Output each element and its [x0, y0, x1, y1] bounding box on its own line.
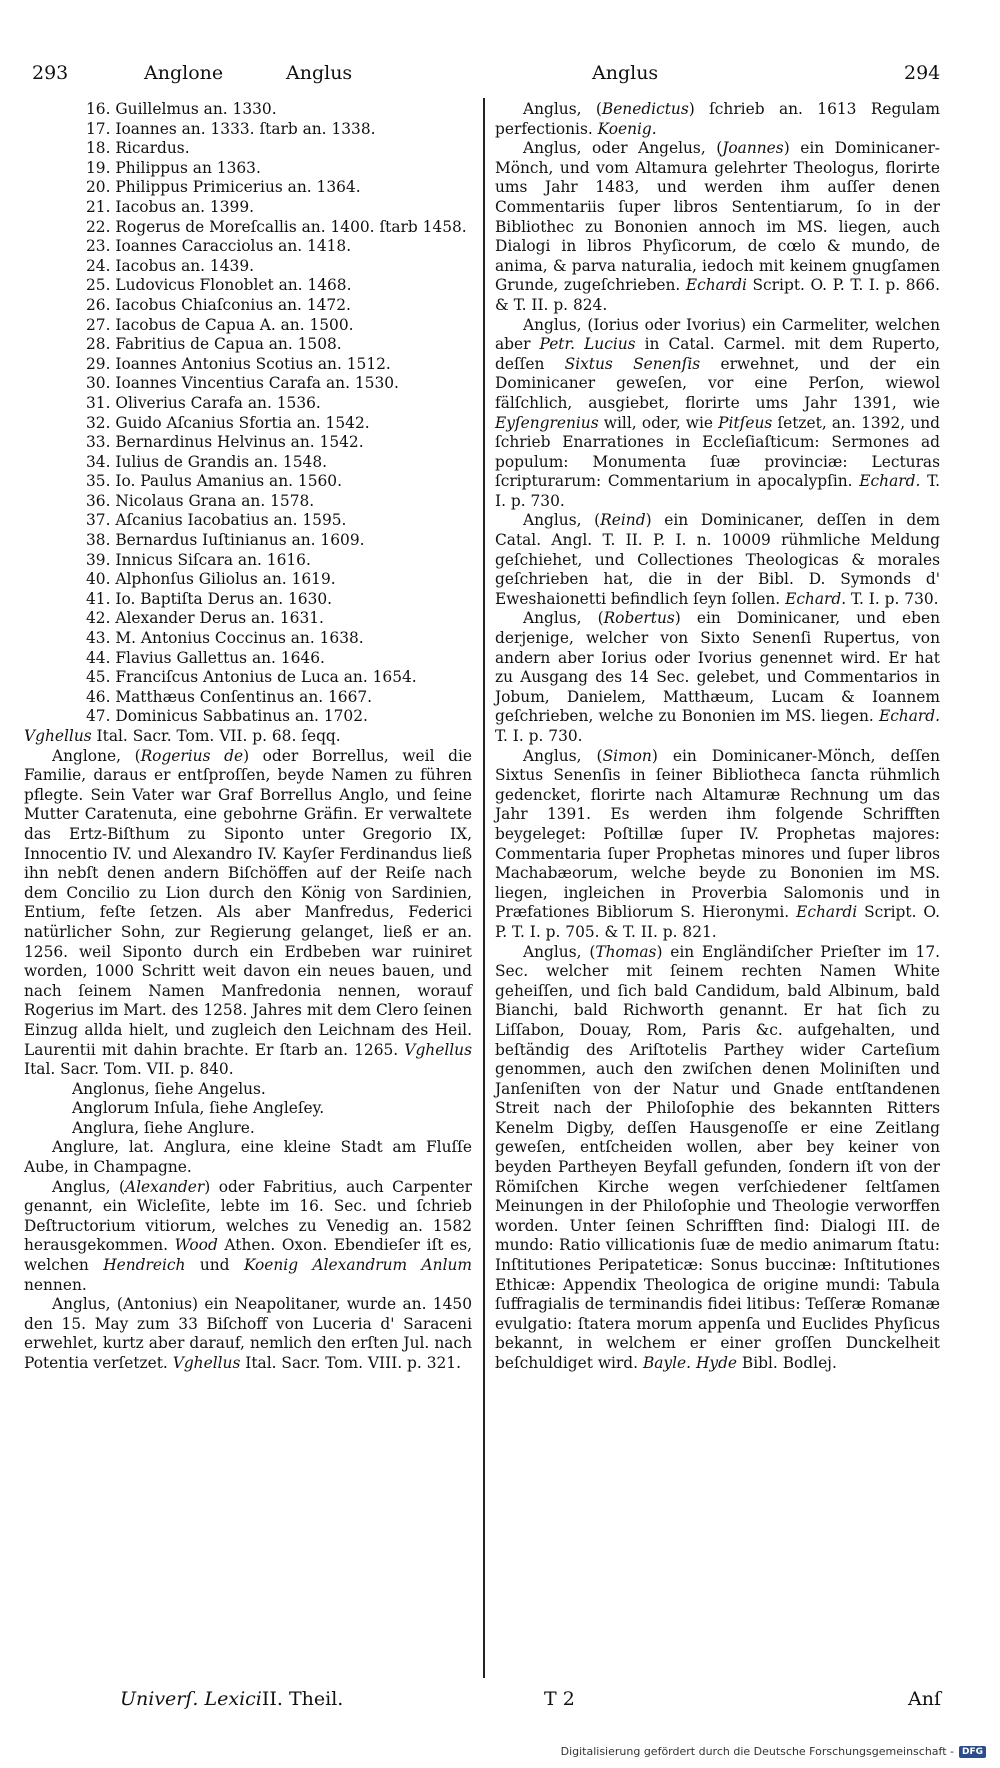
entry-anglus-antonius: Anglus, (Antonius) ein Neapolitaner, wurde an. 1450 den 15. May zum 33 Biſchoff von Luceria d' Saraceni erwehlet, kurtz aber darauf, nemlich den erſten Jul. nach Potentia verſetzet. Vghellus Ital. Sacr. Tom. VIII. p. 321. — [24, 1295, 472, 1372]
entry-anglus-joannes: Anglus, oder Angelus, (Joannes) ein Dominicaner-Mönch, und vom Altamura gelehrter Theologus, florirte ums Jahr 1483, und werden ihm auſſer denen Commentariis ſuper libros Sententiarum, ſo in der Bibliothec zu Bononien annoch im MS. liegen, auch Dialogi in libros Phyſicorum, de cœlo & mundo, de anima, & parva naturalia, iedoch mit keinem gnugſamen Grunde, zugeſchrieben. Echardi Script. O. P. T. I. p. 866. & T. II. p. 824. — [495, 139, 941, 314]
list-item: 23. Ioannes Caracciolus an. 1418. — [86, 237, 352, 256]
list-item: 32. Guido Aſcanius Sfortia an. 1542. — [86, 413, 370, 432]
bishop-list — [24, 100, 472, 727]
digitization-credit: Digitalisierung gefördert durch die Deutsche Forschungsgemeinschaft - DFG — [561, 1745, 986, 1758]
dfg-logo: DFG — [959, 1746, 986, 1758]
list-item: 45. Franciſcus Antonius de Luca an. 1654. — [86, 668, 417, 687]
list-item: 28. Fabritius de Capua an. 1508. — [86, 335, 342, 354]
right-column — [495, 100, 940, 1374]
list-item: 36. Nicolaus Grana an. 1578. — [86, 491, 315, 510]
footer-title: Univerſ. Lexici II. Theil. — [120, 1688, 344, 1710]
list-item: 31. Oliverius Carafa an. 1536. — [86, 393, 321, 412]
column-divider — [483, 98, 485, 1678]
list-item: 22. Rogerus de Moreſcallis an. 1400. ſtarb 1458. — [86, 217, 467, 236]
entry-anglone: Anglone, (Rogerius de) oder Borrellus, weil die Familie, daraus er entſproſſen, beyde Namen zu führen pflegte. Sein Vater war Graf Borrellus Anglo, und ſeine Mutter Caratenuta, eine gebohrne Gräfin. Er verwaltete das Ertz-Biſthum zu Siponto unter Gregorio IX, Innocentio IV. und Alexandro IV. Kayſer Ferdinandus ließ ihn nebſt denen andern Biſchöffen auf der Reiſe nach dem Concilio zu Lion durch den König von Sardinien, Entium, feſte ſetzen. Als aber Manfredus, Federici natürlicher Sohn, zur Regierung gelanget, ließ er an. 1256. weil Siponto durch ein Erdbeben war ruiniret worden, 1000 Schritt weit davon ein neues bauen, und nach ſeinem Namen Manfredonia nennen, worauf Rogerius im Mart. des 1258. Jahres mit dem Clero ſeinen Einzug allda hielt, und zugleich den Leichnam des Heil. Laurentii mit dahin brachte. Er ſtarb an. 1265. Vghellus Ital. Sacr. Tom. VII. p. 840. — [24, 746, 472, 1079]
list-item: 27. Iacobus de Capua A. an. 1500. — [86, 315, 354, 334]
entry-anglus-benedictus: Anglus, (Benedictus) ſchrieb an. 1613 Regulam perfectionis. Koenig. — [495, 100, 940, 138]
list-item: 25. Ludovicus Flonoblet an. 1468. — [86, 276, 352, 295]
page-header — [24, 62, 954, 92]
cross-reference: Anglura, ſiehe Anglure. — [72, 1118, 255, 1137]
list-reference: Vghellus Ital. Sacr. Tom. VII. p. 68. ſeqq. — [24, 727, 341, 745]
list-item: 37. Aſcanius Iacobatius an. 1595. — [86, 511, 347, 530]
list-item: 42. Alexander Derus an. 1631. — [86, 609, 324, 628]
running-head-left: Anglone — [144, 62, 224, 84]
left-column — [24, 100, 472, 1374]
list-item: 19. Philippus an 1363. — [86, 158, 261, 177]
list-item: 39. Innicus Siſcara an. 1616. — [86, 550, 311, 569]
list-item: 33. Bernardinus Helvinus an. 1542. — [86, 433, 364, 452]
list-item: 26. Iacobus Chiaſconius an. 1472. — [86, 295, 351, 314]
list-item: 41. Io. Baptiſta Derus an. 1630. — [86, 589, 333, 608]
list-item: 44. Flavius Gallettus an. 1646. — [86, 648, 325, 667]
list-item: 24. Iacobus an. 1439. — [86, 256, 254, 275]
list-item: 17. Ioannes an. 1333. ſtarb an. 1338. — [86, 119, 376, 138]
list-item: 35. Io. Paulus Amanius an. 1560. — [86, 472, 342, 491]
list-item: 20. Philippus Primicerius an. 1364. — [86, 178, 361, 197]
list-item: 16. Guillelmus an. 1330. — [86, 100, 277, 118]
list-item: 43. M. Antonius Coccinus an. 1638. — [86, 629, 364, 648]
cross-reference: Anglorum Inſula, ſiehe Angleſey. — [72, 1099, 325, 1118]
cross-reference: Anglonus, ſiehe Angelus. — [72, 1079, 266, 1098]
catchword: Anſ — [908, 1688, 941, 1710]
entry-anglus-reind: Anglus, (Reind) ein Dominicaner, deſſen in dem Catal. Angl. T. II. P. I. n. 10009 rühmliche Meldung geſchiehet, und Collectiones Theologicas & morales geſchrieben hat, die in der Bibl. D. Symonds d' Eweshaionetti befindlich ſeyn ſollen. Echard. T. I. p. 730. — [495, 511, 940, 608]
entry-anglus-iorius: Anglus, (Iorius oder Ivorius) ein Carmeliter, welchen aber Petr. Lucius in Catal. Carmel. mit dem Ruperto, deſſen Sixtus Senenſis erwehnet, und der ein Dominicaner geweſen, vor eine Perſon, wiewol fälſchlich, ausgiebet, florirte ums Jahr 1391, wie Eyſengrenius will, oder, wie Pitſeus ſetzet, an. 1392, und ſchrieb Enarrationes in Eccleſiaſticum: Sermones ad populum: Monumenta ſuæ provinciæ: Lecturas ſcripturarum: Commentarium in apocalypſin. Echard. T. I. p. 730. — [495, 315, 941, 510]
list-item: 47. Dominicus Sabbatinus an. 1702. — [86, 707, 368, 726]
list-item: 38. Bernardus Iuſtinianus an. 1609. — [86, 531, 365, 550]
reference-author: Vghellus — [24, 727, 92, 745]
entry-anglus-thomas: Anglus, (Thomas) ein Engländiſcher Prieſter im 17. Sec. welcher mit ſeinem rechten Namen White geheiſſen, und ſich bald Candidum, bald Albinum, bald Bianchi, bald Richworth genannt. Er hat ſich zu Liſſabon, Douay, Rom, Paris &c. aufgehalten, und beſtändig des Ariſtotelis Parthey wider Carteſium genommen, auch den zwiſchen denen Moliniſten und Janſeniſten von der Natur und Gnade entſtandenen Streit nach der Philoſophie des bekannten Ritters Kenelm Digby, deſſen Hausgenoſſe er eine Zeitlang geweſen, entſcheiden wollen, aber bey keiner von beyden Partheyen Beyfall gefunden, ſondern iſt von der Römiſchen Kirche wegen verſchiedener ſeltſamen Meinungen in der Philoſophie und Theologie verworffen worden. Unter ſeinen Schrifften ſind: Dialogi III. de mundo: Ratio villicationis ſuæ de medio animarum ſtatu: Inſtitutiones Peripateticæ: Sonus buccinæ: Inſtitutiones Ethicæ: Appendix Theologica de origine mundi: Tabula ſuffragialis de terminandis fidei litibus: Teſſeræ Romanæ evulgatio: ſtatera morum appenſa und Euclides Phyſicus bekannt, in welchem er einer groſſen Dunckelheit beſchuldiget wird. Bayle. Hyde Bibl. Bodlej. — [495, 942, 941, 1372]
entry-anglus-simon: Anglus, (Simon) ein Dominicaner-Mönch, deſſen Sixtus Senenſis in ſeiner Bibliotheca ſancta rühmlich gedencket, florirte nach Altamuræ Rechnung um das Jahr 1391. Es werden ihm folgende Schrifften beygeleget: Poſtillæ ſuper IV. Prophetas majores: Commentaria ſuper Prophetas minores und ſuper libros Machabæorum, welche beyde zu Bononien im MS. liegen, ingleichen in Proverbia Salomonis und in Præfationes Bibliorum S. Hieronymi. Echardi Script. O. P. T. I. p. 705. & T. II. p. 821. — [495, 746, 941, 941]
list-item: 29. Ioannes Antonius Scotius an. 1512. — [86, 354, 391, 373]
running-head-right: Anglus — [592, 62, 659, 84]
list-item: 30. Ioannes Vincentius Carafa an. 1530. — [86, 374, 399, 393]
running-head-left-2: Anglus — [286, 62, 353, 84]
list-item: 40. Alphonſus Giliolus an. 1619. — [86, 570, 336, 589]
entry-anglure: Anglure, lat. Anglura, eine kleine Stadt am Fluſſe Aube, in Champagne. — [24, 1138, 472, 1177]
reference-author: Vghellus — [404, 1040, 472, 1059]
reference-author: Vghellus — [172, 1354, 241, 1372]
list-item: 46. Matthæus Conſentinus an. 1667. — [86, 687, 373, 706]
entry-anglus-alexander: Anglus, (Alexander) oder Fabritius, auch Carpenter genannt, ein Wicleſite, lebte im 16. Sec. und ſchrieb Deſtructorium vitiorum, welches zu Venedig an. 1582 herausgekommen. Wood Athen. Oxon. Ebendieſer iſt es, welchen Hendreich und Koenig Alexandrum Anlum nennen. — [24, 1177, 473, 1294]
list-item: 34. Iulius de Grandis an. 1548. — [86, 452, 327, 471]
list-item: 18. Ricardus. — [86, 139, 190, 158]
page-footer — [24, 1688, 954, 1716]
entry-anglus-robertus: Anglus, (Robertus) ein Dominicaner, und eben derjenige, welcher von Sixto Senenſi Rupertus, von andern aber Iorius oder Ivorius genennet wird. Er hat zu Ausgang des 14 Sec. gelebet, und Commentarios in Jobum, Danielem, Matthæum, Lucam & Ioannem geſchrieben, welche zu Bononien im MS. liegen. Echard. T. I. p. 730. — [495, 609, 940, 745]
page-number-right: 294 — [904, 62, 941, 84]
page-number-left: 293 — [32, 62, 69, 84]
list-item: 21. Iacobus an. 1399. — [86, 197, 254, 216]
signature-mark: T 2 — [544, 1688, 575, 1710]
